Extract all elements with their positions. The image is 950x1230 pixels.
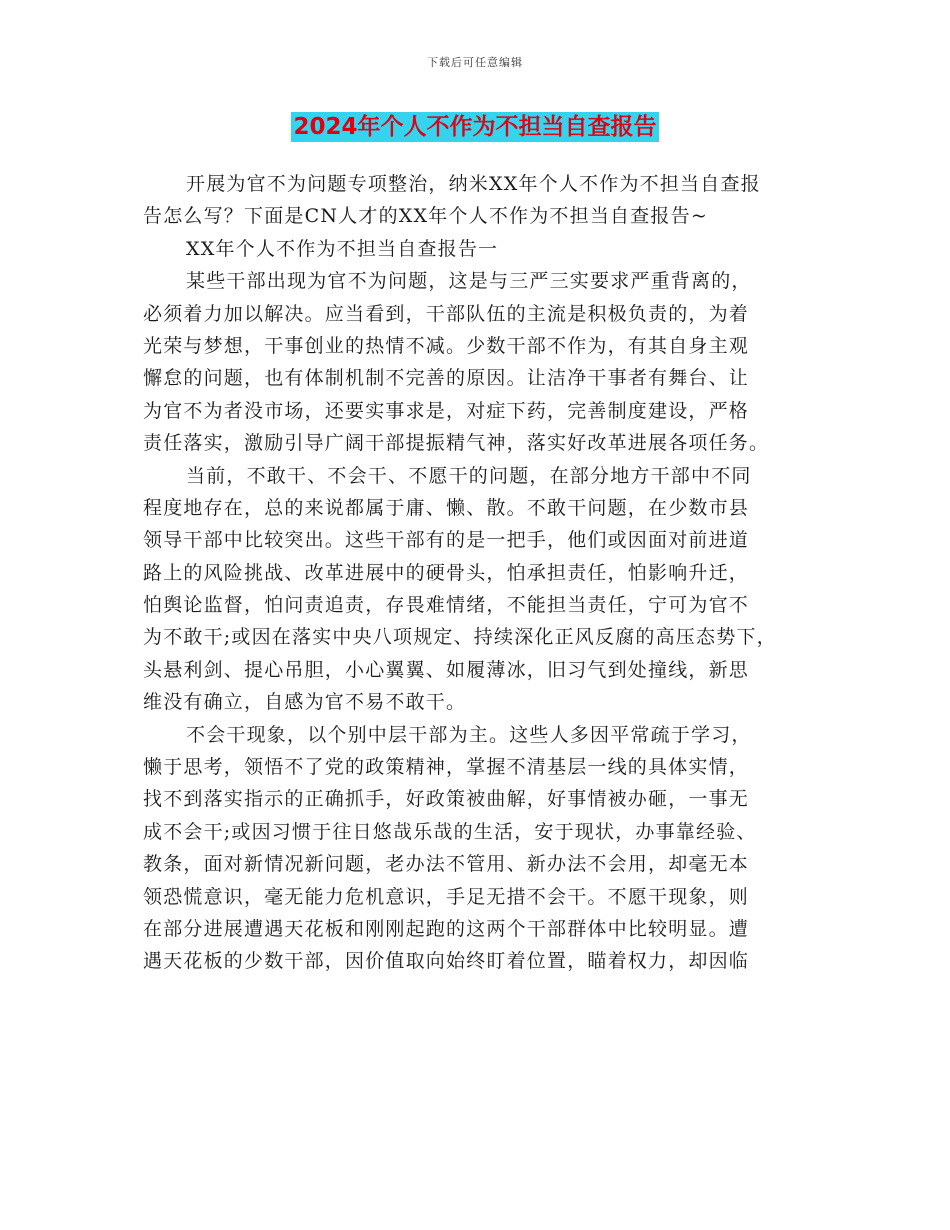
document-title: 2024年个人不作为不担当自查报告 [293,114,657,140]
text-line: 程度地存在，总的来说都属于庸、懒、散。不敢干问题，在少数市县 [143,496,750,519]
text-line: 教条，面对新情况新问题，老办法不管用、新办法不会用，却毫无本 [143,853,750,876]
text-line: 找不到落实指示的正确抓手，好政策被曲解，好事情被办砸，一事无 [143,788,750,811]
text-line: 为不敢干;或因在落实中央八项规定、持续深化正风反腐的高压态势下， [143,626,777,649]
text-line: 怕舆论监督，怕问责追责，存畏难情绪，不能担当责任，宁可为官不 [143,594,750,617]
text-line: 路上的风险挑战、改革进展中的硬骨头，怕承担责任，怕影响升迁， [143,561,750,584]
header-note: 下载后可任意编辑 [427,56,523,69]
text-line: 懒于思考，领悟不了党的政策精神，掌握不清基层一线的具体实情， [143,756,750,779]
text-line: 领导干部中比较突出。这些干部有的是一把手，他们或因面对前进道 [143,529,750,552]
text-line: 在部分进展遭遇天花板和刚刚起跑的这两个干部群体中比较明显。遭 [143,917,750,940]
text-line: 光荣与梦想，干事创业的热情不减。少数干部不作为，有其自身主观 [143,334,750,357]
text-line: 某些干部出现为官不为问题，这是与三严三实要求严重背离的， [186,270,752,293]
text-line: 开展为官不为问题专项整治，纳米XX年个人不作为不担当自查报 [186,173,761,195]
text-line: 为官不为者没市场，还要实事求是，对症下药，完善制度建设，严格 [143,399,750,422]
text-line: 当前，不敢干、不会干、不愿干的问题，在部分地方干部中不同 [186,464,752,487]
text-line: 不会干现象，以个别中层干部为主。这些人多因平常疏于学习， [186,723,752,746]
document-body [143,168,815,978]
text-line: 维没有确立，自感为官不易不敢干。 [143,691,467,714]
title-container [0,112,950,142]
text-line: 头悬利剑、提心吊胆，小心翼翼、如履薄冰，旧习气到处撞线，新思 [143,658,750,681]
text-line: 责任落实，激励引导广阔干部提振精气神，落实好改革进展各项任务。 [143,432,770,455]
text-line: 遇天花板的少数干部，因价值取向始终盯着位置，瞄着权力，却因临 [143,950,750,973]
text-line: 必须着力加以解决。应当看到，干部队伍的主流是积极负责的，为着 [143,302,750,325]
text-line: 领恐慌意识，毫无能力危机意识，手足无措不会干。不愿干现象，则 [143,885,750,908]
text-line: 懈怠的问题，也有体制机制不完善的原因。让洁净干事者有舞台、让 [143,367,750,390]
text-line: 成不会干;或因习惯于往日悠哉乐哉的生活，安于现状，办事靠经验、 [143,820,757,843]
text-line: XX年个人不作为不担当自查报告一 [186,237,499,260]
text-line: 告怎么写？下面是CN人才的XX年个人不作为不担当自查报告~ [143,205,708,228]
